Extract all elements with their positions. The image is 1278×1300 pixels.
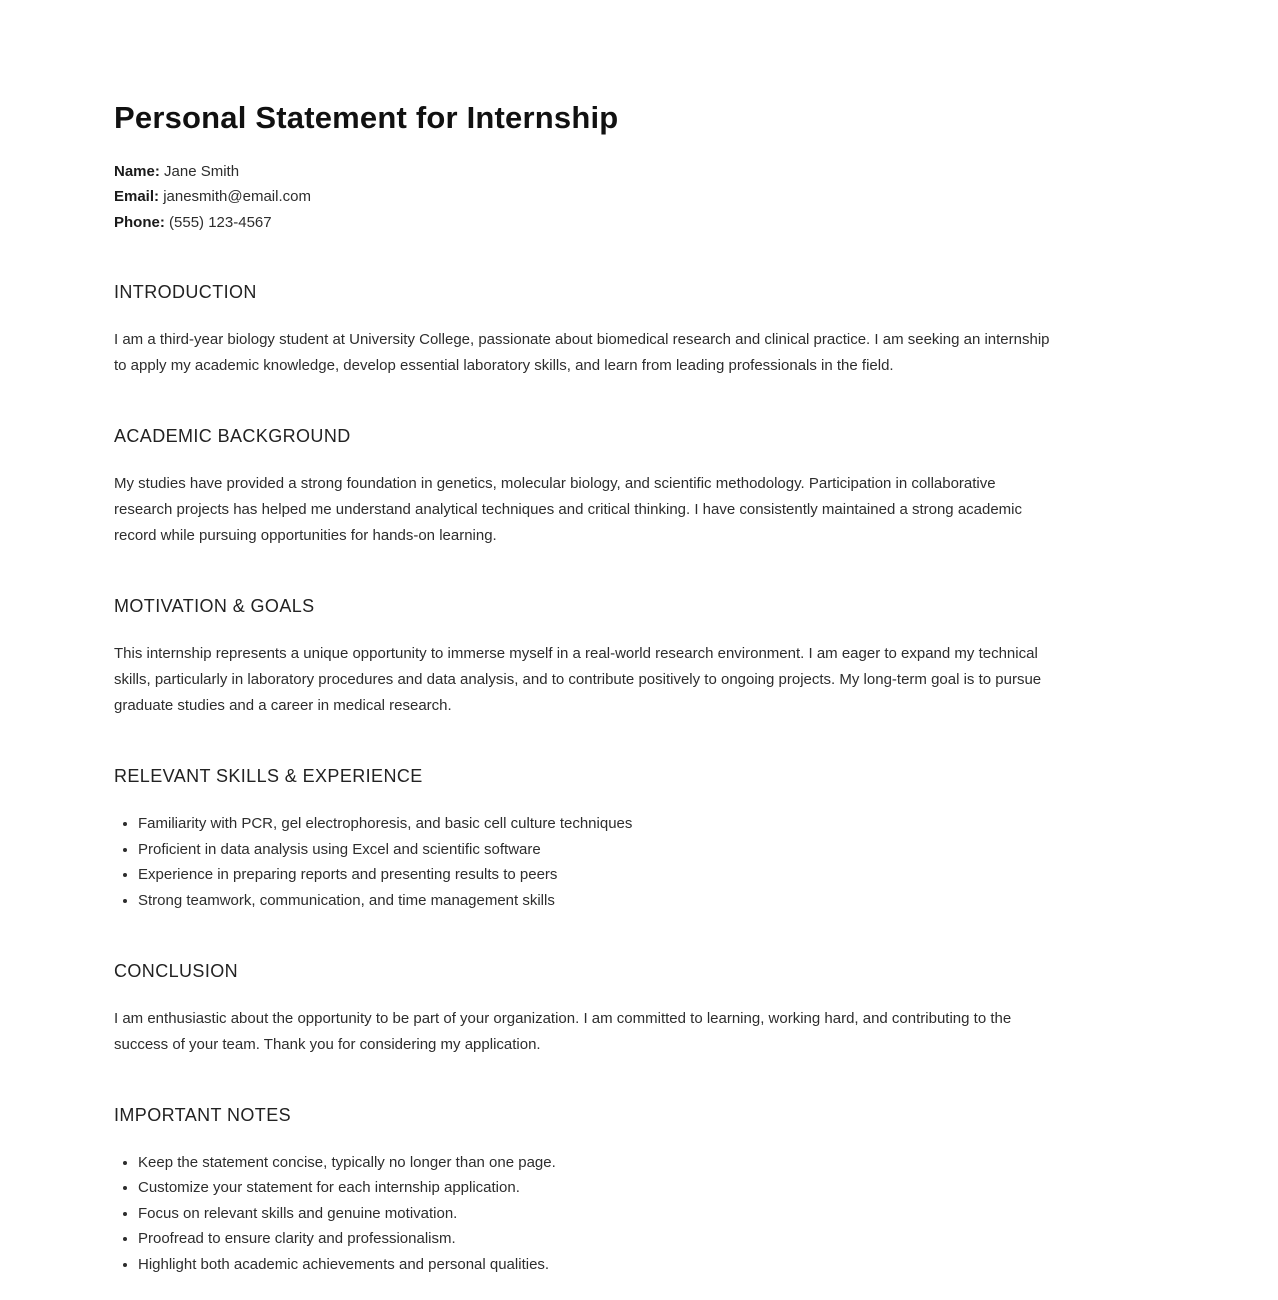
section-relevant-skills-heading: RELEVANT SKILLS & EXPERIENCE xyxy=(114,766,423,787)
list-item: • Experience in preparing reports and presenting results to peers xyxy=(138,862,1050,888)
contact-phone-value: (555) 123-4567 xyxy=(169,213,272,231)
notes-list xyxy=(114,1150,1050,1278)
section-introduction-text: I am a third-year biology student at University College, passionate about biomedical research and clinical practice. I am seeking an internship to apply my academic knowledge, develop essential laboratory skills, and learn from leading professionals in the field. xyxy=(114,331,1050,375)
contact-email-row xyxy=(114,184,1050,210)
section-conclusion xyxy=(114,961,1050,1058)
list-item: • Highlight both academic achievements and personal qualities. xyxy=(138,1252,1050,1278)
section-academic-background-text: My studies have provided a strong foundation in genetics, molecular biology, and scientific methodology. Participation in collaborative research projects has helped me understand analytical techniques and critical thinking. I have consistently maintained a strong academic record while pursuing opportunities for hands-on learning. xyxy=(114,475,1023,545)
contact-phone-label: Phone: xyxy=(114,213,165,231)
skills-list xyxy=(114,811,1050,913)
section-important-notes xyxy=(114,1105,1050,1278)
list-item: • Keep the statement concise, typically no longer than one page. xyxy=(138,1150,1050,1176)
page-title: Personal Statement for Internship xyxy=(114,100,619,135)
section-introduction xyxy=(114,282,1050,379)
section-motivation-goals-text: This internship represents a unique opportunity to immerse myself in a real-world research environment. I am eager to expand my technical skills, particularly in laboratory procedures and data analysis, and to contribute positively to ongoing projects. My long-term goal is to pursue graduate studies and a career in medical research. xyxy=(114,645,1042,715)
section-motivation-goals-heading: MOTIVATION & GOALS xyxy=(114,596,315,617)
section-academic-background-heading: ACADEMIC BACKGROUND xyxy=(114,426,351,447)
section-motivation-goals xyxy=(114,596,1050,719)
contact-name-row xyxy=(114,159,1050,185)
list-item: • Proofread to ensure clarity and professionalism. xyxy=(138,1226,1050,1252)
contact-email-label: Email: xyxy=(114,188,160,206)
list-item: • Strong teamwork, communication, and time management skills xyxy=(138,888,1050,914)
section-academic-background xyxy=(114,426,1050,549)
list-item: • Customize your statement for each internship application. xyxy=(138,1175,1050,1201)
section-important-notes-heading: IMPORTANT NOTES xyxy=(114,1104,292,1125)
contact-email-value: janesmith@email.com xyxy=(163,188,311,206)
section-introduction-heading: INTRODUCTION xyxy=(114,282,257,303)
list-item: • Familiarity with PCR, gel electrophoresis, and basic cell culture techniques xyxy=(138,811,1050,837)
list-item: • Proficient in data analysis using Excel and scientific software xyxy=(138,837,1050,863)
contact-block xyxy=(114,159,1050,236)
section-conclusion-heading: CONCLUSION xyxy=(114,960,239,981)
contact-name-label: Name: xyxy=(114,162,160,180)
contact-name-value: Jane Smith xyxy=(164,162,240,180)
list-item: • Focus on relevant skills and genuine motivation. xyxy=(138,1201,1050,1227)
section-relevant-skills xyxy=(114,766,1050,913)
section-conclusion-text: I am enthusiastic about the opportunity to be part of your organization. I am committed to learning, working hard, and contributing to the success of your team. Thank you for considering my application. xyxy=(114,1009,1012,1053)
contact-phone-row xyxy=(114,210,1050,236)
